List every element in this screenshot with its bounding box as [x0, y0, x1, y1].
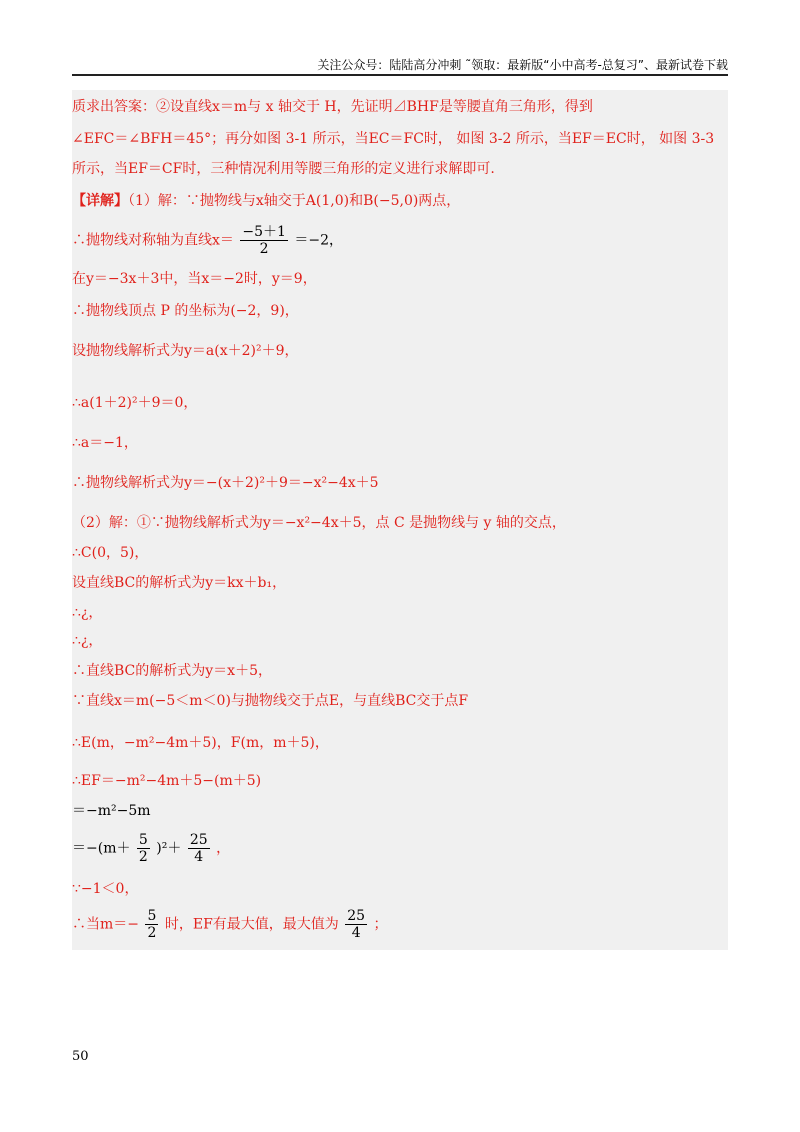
text-line: ∴a＝−1， [72, 435, 138, 451]
fraction: $\frac{-5+1}{2}$ [242, 224, 286, 257]
text-line: ∵−1＜0， [72, 881, 139, 897]
text-line: ∴直线BC的解析式为y＝x＋5， [72, 663, 272, 679]
fraction: $\frac{5}{2}$ [138, 832, 148, 865]
detail-label: 【详解】 [72, 193, 128, 209]
text-line: ∴抛物线对称轴为直线x＝ $\frac{-5+1}{2}$ ＝−2， [72, 224, 343, 257]
text-line: ∴¿， [72, 605, 103, 621]
text-line: ∴EF＝−m²−4m＋5−(m＋5) [72, 773, 262, 789]
text-line: ∴C(0，5)， [72, 545, 149, 561]
text-line: 质求出答案：②设直线x＝m与 x 轴交于 H，先证明⊿BHF是等腰直角三角形，得到 [72, 99, 593, 115]
text-line: 所示，当EF＝CF时，三种情况利用等腰三角形的定义进行求解即可. [72, 161, 495, 177]
fraction: $\frac{25}{4}$ [189, 832, 208, 865]
fraction: $\frac{25}{4}$ [347, 908, 366, 941]
text-line: ∴a(1＋2)²＋9＝0， [72, 395, 198, 411]
text-line: 在y＝−3x＋3中，当x＝−2时，y＝9， [72, 271, 317, 287]
text-line: 设抛物线解析式为y＝a(x＋2)²＋9， [72, 343, 299, 359]
fraction: $\frac{5}{2}$ [147, 908, 157, 941]
text-line: ＝−(m＋ $\frac{5}{2}$ )²＋ $\frac{25}{4}$ ， [72, 832, 231, 865]
text-line: ∴当m＝− $\frac{5}{2}$ 时，EF有最大值，最大值为 $\frac{25}{4}$ ； [72, 908, 388, 941]
text-line: ∵直线x＝m(−5＜m＜0)与抛物线交于点E，与直线BC交于点F [72, 693, 469, 709]
page-number: 50 [72, 1049, 89, 1064]
text-line: ∴抛物线解析式为y＝−(x＋2)²＋9＝−x²−4x＋5 [72, 475, 379, 491]
text-line: （2）解：①∵抛物线解析式为y＝−x²−4x＋5，点 C 是抛物线与 y 轴的交点， [72, 515, 566, 531]
header-text: 关注公众号：陆陆高分冲刺 ˜领取：最新版“小中高考-总复习”、最新试卷下载 [317, 58, 728, 72]
page-header [72, 56, 728, 76]
text-line: 设直线BC的解析式为y＝kx＋b₁， [72, 575, 287, 591]
text-line: ＝−m²−5m [72, 803, 151, 819]
text-line: 【详解】（1）解：∵抛物线与x轴交于A(1,0)和B(−5,0)两点， [72, 193, 461, 209]
text-line: ∴抛物线顶点 P 的坐标为(−2，9)， [72, 303, 299, 319]
text-line: ∠EFC＝∠BFH＝45°；再分如图 3-1 所示，当EC＝FC时， 如图 3-2 所示，当EF＝EC时， 如图 3-3 [72, 131, 715, 147]
solution-content [72, 90, 728, 950]
text-line: ∴E(m，−m²−4m＋5)，F(m，m＋5)， [72, 735, 329, 751]
text-line: ∴¿， [72, 633, 103, 649]
